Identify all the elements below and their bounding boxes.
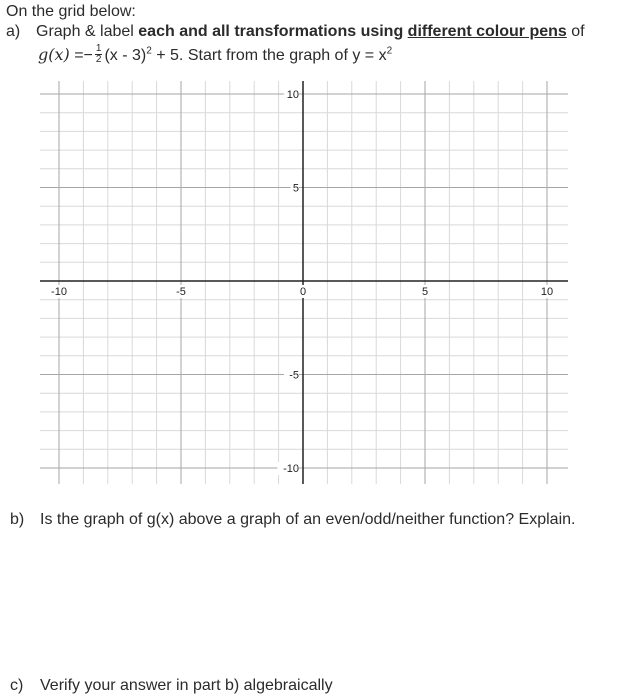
question-a-label: a) [6, 23, 21, 40]
y-tick-label: 5 [292, 182, 299, 195]
x-tick-label: 0 [299, 286, 307, 298]
fraction-numerator: 1 [95, 43, 102, 55]
x-tick-label: 10 [540, 286, 554, 298]
question-c [10, 676, 333, 696]
question-c-text: Verify your answer in part b) algebraically [40, 677, 333, 694]
question-b [10, 510, 575, 530]
formula-equals: =− [69, 47, 93, 64]
formula-base: (x - 3) [104, 47, 147, 64]
y-tick-label: -10 [283, 463, 299, 475]
y-tick-label: 10 [286, 89, 299, 101]
formula-tail-exponent: 2 [386, 45, 393, 57]
question-a-bold: each and all transformations using [138, 23, 408, 40]
x-tick-label: 5 [421, 286, 429, 298]
y-tick-label: -5 [289, 369, 299, 382]
question-a-text-1: Graph & label [36, 23, 139, 40]
formula-lhs: g(x) [38, 45, 70, 64]
intro-text: On the grid below: [6, 3, 136, 20]
question-a-text-2: of [566, 23, 585, 40]
x-tick-label: -10 [51, 286, 67, 298]
question-b-label: b) [10, 511, 25, 528]
formula-exponent: 2 [146, 45, 152, 57]
formula-tail: + 5. Start from the graph of y = x [151, 47, 387, 64]
question-b-text: Is the graph of g(x) above a graph of an even/odd/neither function? Explain. [40, 511, 576, 528]
fraction-denominator: 2 [95, 54, 102, 66]
question-c-label: c) [10, 677, 24, 694]
x-tick-label: -5 [176, 286, 186, 298]
question-a-underline: different colour pens [407, 23, 567, 40]
